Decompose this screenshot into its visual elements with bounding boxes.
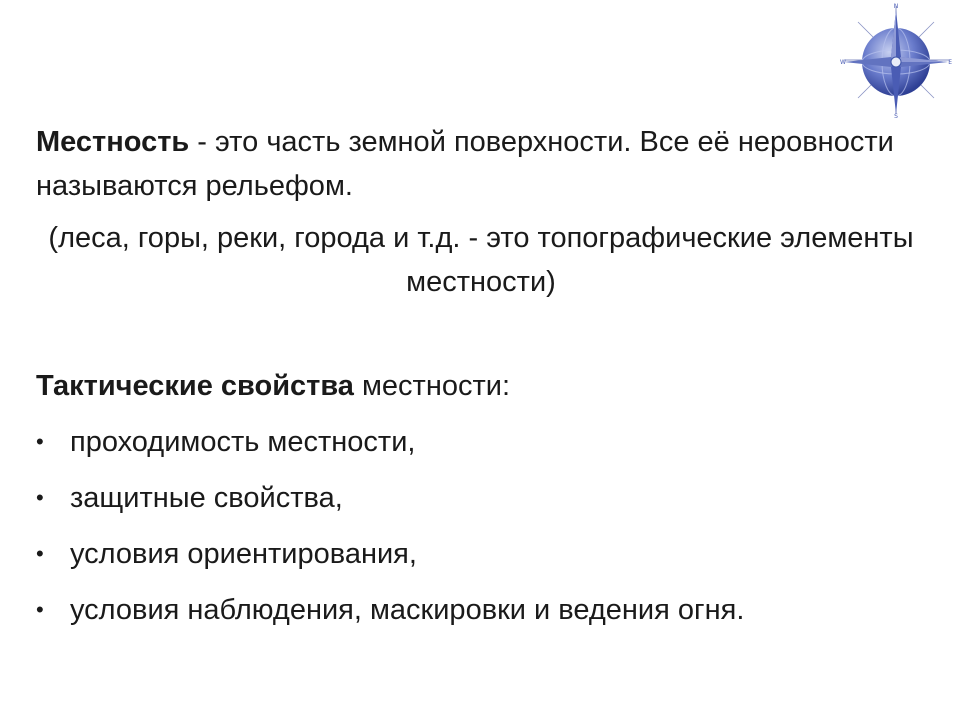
- list-item: [36, 476, 926, 520]
- list-item-text: условия ориентирования,: [70, 538, 417, 570]
- compass-s-letter: S: [894, 113, 898, 118]
- spacer: [36, 304, 926, 364]
- compass-n-letter: N: [893, 3, 899, 10]
- bullet-icon: •: [36, 597, 44, 622]
- list-item-text: защитные свойства,: [70, 482, 343, 514]
- tactical-term: Тактические свойства: [36, 370, 354, 402]
- compass-e-letter: E: [948, 59, 952, 66]
- list-item-text: условия наблюдения, маскировки и ведения огня.: [70, 594, 745, 626]
- definition-paragraph: [36, 120, 926, 208]
- bullet-icon: •: [36, 429, 44, 454]
- definition-term: Местность: [36, 126, 190, 158]
- tactical-text: местности:: [353, 370, 511, 402]
- note-paragraph: (леса, горы, реки, города и т.д. - это топографические элементы местности): [48, 222, 914, 298]
- slide-content: [36, 120, 926, 644]
- bullet-icon: •: [36, 541, 44, 566]
- bullet-icon: •: [36, 485, 44, 510]
- tactical-list: [36, 420, 926, 632]
- list-item: [36, 532, 926, 576]
- list-item: [36, 588, 926, 632]
- definition-text: - это часть земной поверхности. Все её неровности называются рельефом.: [36, 126, 894, 202]
- compass-w-letter: W: [840, 59, 846, 66]
- tactical-heading: [36, 364, 926, 408]
- compass-rose-globe-icon: [838, 2, 954, 118]
- list-item-text: проходимость местности,: [70, 426, 416, 458]
- list-item: [36, 420, 926, 464]
